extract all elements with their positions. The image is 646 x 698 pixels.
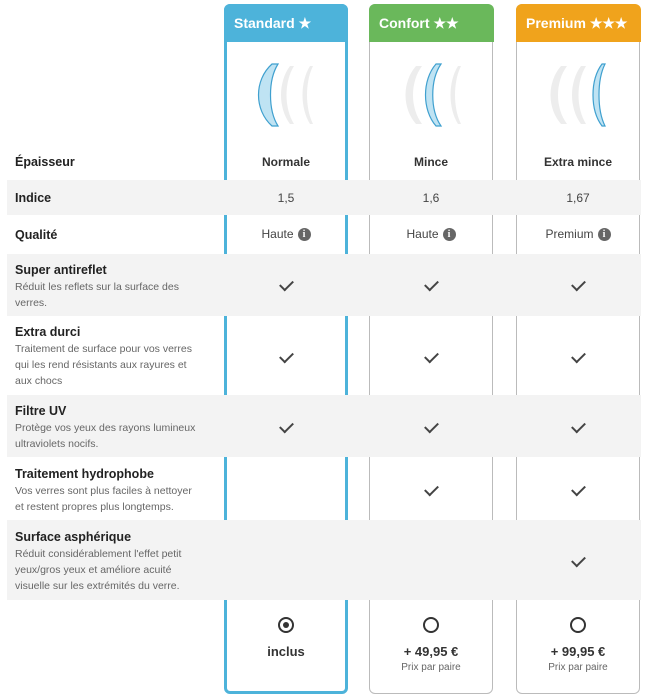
per-pair-label: Prix par paire: [548, 662, 608, 673]
antireflet-confort: [369, 277, 493, 291]
plan-header-premium[interactable]: [516, 4, 641, 42]
qualite-value: Haute: [261, 227, 294, 241]
check-icon: [424, 349, 439, 364]
check-icon: [571, 553, 586, 568]
price-confort: + 49,95 €: [403, 644, 459, 659]
uv-premium: [516, 419, 640, 433]
included-label: inclus: [267, 644, 305, 659]
check-icon: [279, 349, 294, 364]
star-icon: ★: [298, 15, 312, 31]
plan-header-confort[interactable]: [369, 4, 494, 42]
antireflet-premium: [516, 277, 640, 291]
check-icon: [424, 482, 439, 497]
plan-name: Premium: [526, 15, 586, 31]
hydrophobe-premium: [516, 482, 640, 496]
row-label-aspherique: Surface asphérique Réduit considérablement l'effet petit yeux/gros yeux et améliore acuité visuelle sur les extrémités du verre.: [15, 530, 182, 592]
row-label-indice: Indice: [15, 191, 52, 205]
info-icon[interactable]: i: [598, 228, 611, 241]
lens-thickness-icon-standard: [250, 62, 322, 128]
info-icon[interactable]: i: [298, 228, 311, 241]
row-label-uv: Filtre UV Protège vos yeux des rayons lumineux ultraviolets nocifs.: [15, 404, 196, 450]
antireflet-standard: [224, 277, 348, 291]
radio-confort[interactable]: [423, 617, 439, 633]
row-label-epaisseur: Épaisseur: [15, 155, 75, 169]
indice-standard: 1,5: [277, 191, 295, 205]
row-label-qualite: Qualité: [15, 228, 58, 242]
hydrophobe-confort: [369, 482, 493, 496]
check-icon: [571, 349, 586, 364]
price-premium: + 99,95 €: [550, 644, 606, 659]
radio-premium[interactable]: [570, 617, 586, 633]
epaisseur-premium: Extra mince: [543, 155, 613, 169]
row-label-durci: Extra durci Traitement de surface pour vos verres qui les rend résistants aux rayures et aux chocs: [15, 325, 193, 387]
select-premium: [516, 617, 640, 673]
check-icon: [571, 277, 586, 292]
star-icon: ★★: [433, 15, 459, 31]
check-icon: [279, 419, 294, 434]
uv-standard: [224, 419, 348, 433]
info-icon[interactable]: i: [443, 228, 456, 241]
durci-premium: [516, 349, 640, 363]
check-icon: [424, 277, 439, 292]
row-label-antireflet: Super antireflet Réduit les reflets sur la surface des verres.: [15, 263, 179, 309]
plan-name: Confort: [379, 15, 430, 31]
lens-thickness-icon-premium: [543, 62, 615, 128]
check-icon: [424, 419, 439, 434]
row-label-hydrophobe: Traitement hydrophobe Vos verres sont plus faciles à nettoyer et restent propres plus longtemps.: [15, 467, 192, 513]
qualite-standard: [224, 227, 348, 241]
check-icon: [279, 277, 294, 292]
qualite-premium: [516, 227, 640, 241]
aspherique-premium: [516, 553, 640, 567]
plan-header-standard[interactable]: [224, 4, 348, 42]
lens-thickness-icon-confort: [398, 62, 470, 128]
durci-confort: [369, 349, 493, 363]
uv-confort: [369, 419, 493, 433]
qualite-value: Haute: [406, 227, 439, 241]
qualite-confort: [369, 227, 493, 241]
per-pair-label: Prix par paire: [401, 662, 461, 673]
radio-standard[interactable]: [278, 617, 294, 633]
plan-name: Standard: [234, 15, 295, 31]
check-icon: [571, 419, 586, 434]
check-icon: [571, 482, 586, 497]
star-icon: ★★★: [589, 15, 628, 31]
indice-confort: 1,6: [422, 191, 440, 205]
epaisseur-standard: Normale: [261, 155, 311, 169]
qualite-value: Premium: [545, 227, 594, 241]
epaisseur-confort: Mince: [413, 155, 448, 169]
select-confort: [369, 617, 493, 673]
select-standard: [224, 617, 348, 659]
durci-standard: [224, 349, 348, 363]
indice-premium: 1,67: [566, 191, 590, 205]
